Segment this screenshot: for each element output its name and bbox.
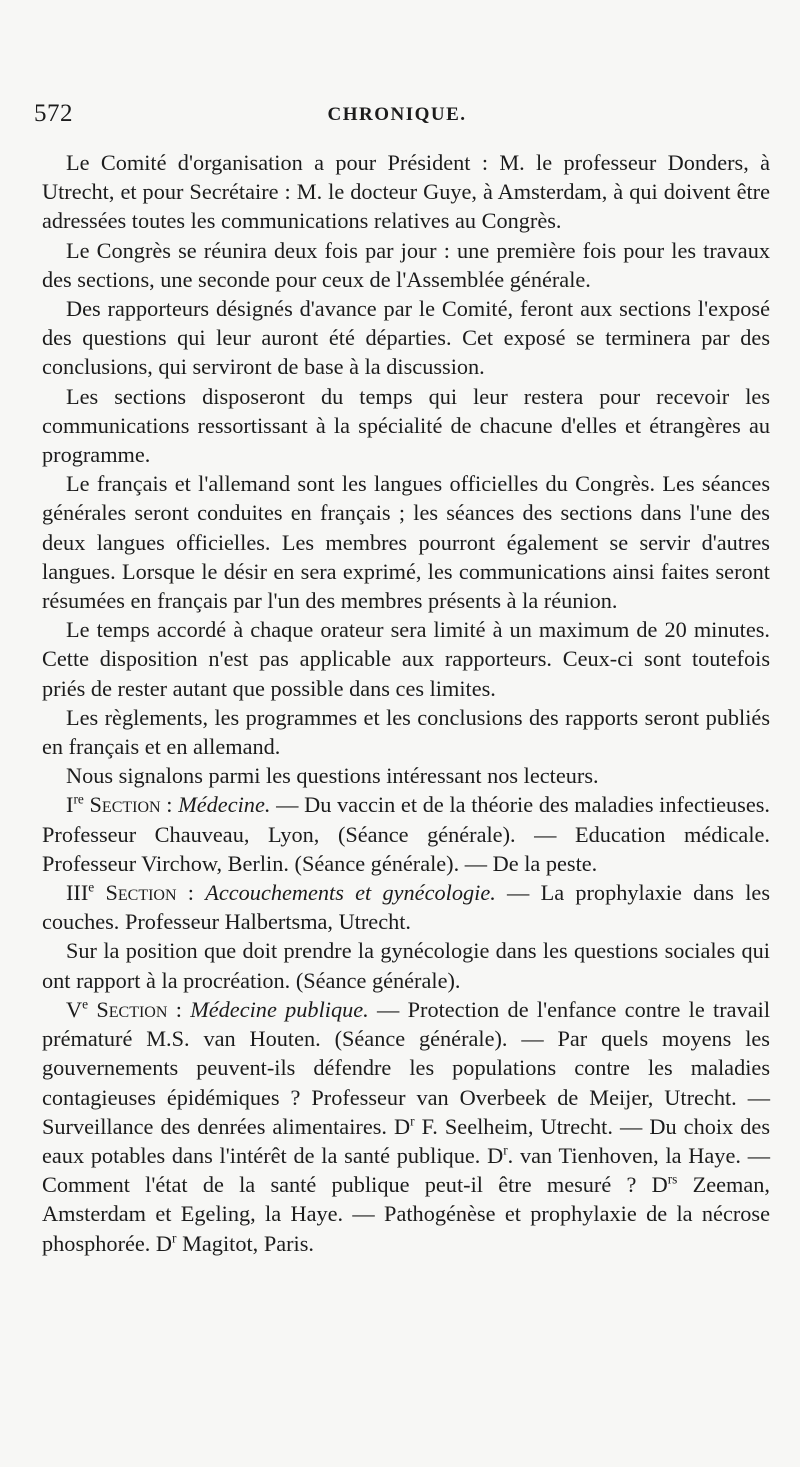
section-entry-medecine-publique: Ve Section : Médecine publique. — Protection de l'enfance contre le travail prématuré M.S. van Houten. (Séance générale). — Par quels moyens les gouvernements peuvent-ils défendre les populations contre les maladies contagieuses épidémiques ? Professeur van Overbeek de Meijer, Utrecht. — Surveillance des denrées alimentaires. $D^r$ F. Seelheim, Utrecht. — Du choix des eaux potables dans l'intérêt de la santé publique. $D^r$. van Tienhoven, la Haye. — Comment l'état de la santé publique peut-il être mesuré ? $D^{rs}$ Zeeman, Amsterdam et Egeling, la Haye. — Pathogénèse et prophylaxie de la nécrose phosphorée. $D^r$ Magitot, Paris. [42,996,771,1256]
section-numeral: I [66,792,74,818]
section-entry-medecine: Ire Section : Médecine. — Du vaccin et de la théorie des maladies infectieuses. Professeur Chauveau, Lyon, (Séance générale). — Education médicale. Professeur Virchow, Berlin. (Séance générale). — De la peste. [42,792,771,876]
doctor-abbrev-sup: r [503,1142,508,1158]
doctor-abbrev-sup: r [172,1230,177,1246]
paragraph-questions: Nous signalons parmi les questions intéressant nos lecteurs. [66,763,599,789]
paragraph-gynecologie: Sur la position que doit prendre la gynécologie dans les questions sociales qui ont rapport à la procréation. (Séance générale). [42,938,770,993]
section-numeral: III [66,880,89,906]
page-number: 572 [34,100,73,127]
doctor-abbrev-sup: rs [667,1171,678,1187]
section-label: Section [89,792,161,818]
section-label: Section [96,996,168,1022]
paragraph-langues: Le français et l'allemand sont les langues officielles du Congrès. Les séances générales seront conduites en français ; les séances des sections dans l'une des deux langues officielles. Les membres pourront également se servir d'autres langues. Lorsque le désir en sera exprimé, les communications ainsi faites seront résumées en français par l'un des membres présents à la réunion. [42,471,770,614]
section-topic: Accouchements et gynécologie. [205,880,496,906]
section-text-part: — Protection de l'enfance contre le travail prématuré M.S. van Houten. (Séance générale). — Par quels moyens les gouvernements peuvent-ils défendre les populations contre les maladies contagieuses épidémiques ? Professeur van Overbeek de Meijer, Utrecht. — Surveillance des denrées alimentaires. D [42,996,771,1139]
section-text-part: . van Tienhoven, la Haye. — Comment l'état de la santé publique peut-il être mesuré ? D [42,1142,770,1198]
section-text-part: F. Seelheim, Utrecht. — Du choix des eaux potables dans l'intérêt de la santé publique. D [42,1113,770,1168]
section-text-part: Magitot, Paris. [176,1230,314,1256]
paragraph-reunion: Le Congrès se réunira deux fois par jour : une première fois pour les travaux des sections, une seconde pour ceux de l'Assemblée générale. [42,237,770,292]
section-numeral: V [66,996,83,1022]
section-numeral-sup: e [88,879,95,895]
section-text: — Du vaccin et de la théorie des maladies infectieuses. Professeur Chauveau, Lyon, (Séance générale). — Education médicale. Professeur Virchow, Berlin. (Séance générale). — De la peste. [42,792,771,876]
section-label: Section [105,880,177,906]
paragraph-rapporteurs: Des rapporteurs désignés d'avance par le Comité, feront aux sections l'exposé des questions qui leur auront été départies. Cet exposé se terminera par des conclusions, qui serviront de base à la discussion. [42,296,770,380]
paragraph-reglements: Les règlements, les programmes et les conclusions des rapports seront publiés en français et en allemand. [42,704,770,760]
section-entry-accouchements: IIIe Section : Accouchements et gynécologie. — La prophylaxie dans les couches. Professeur Halbertsma, Utrecht. [42,879,770,935]
page-body [42,148,770,1258]
section-numeral-sup: e [82,996,89,1012]
section-topic: Médecine. [178,792,271,818]
paragraph-temps: Le temps accordé à chaque orateur sera limité à un maximum de 20 minutes. Cette disposition n'est pas applicable aux rapporteurs. Ceux-ci sont toutefois priés de rester autant que possible dans ces limites. [42,617,770,701]
paragraph-sections: Les sections disposeront du temps qui leur restera pour recevoir les communications ressortissant à la spécialité de chacune d'elles et étrangères au programme. [42,383,770,468]
running-title: CHRONIQUE. [327,104,467,125]
doctor-abbrev-sup: r [410,1113,415,1129]
section-topic: Médecine publique. [190,996,369,1022]
section-text: — La prophylaxie dans les couches. Professeur Halbertsma, Utrecht. [42,880,770,935]
page-header [34,100,760,136]
section-numeral-sup: re [73,792,84,808]
paragraph-comite: Le Comité d'organisation a pour Président : M. le professeur Donders, à Utrecht, et pour Secrétaire : M. le docteur Guye, à Amsterdam, à qui doivent être adressées toutes les communications relatives au Congrès. [42,150,770,234]
section-text-part: Zeeman, Amsterdam et Egeling, la Haye. — Pathogénèse et prophylaxie de la nécrose phosphorée. D [42,1172,771,1256]
